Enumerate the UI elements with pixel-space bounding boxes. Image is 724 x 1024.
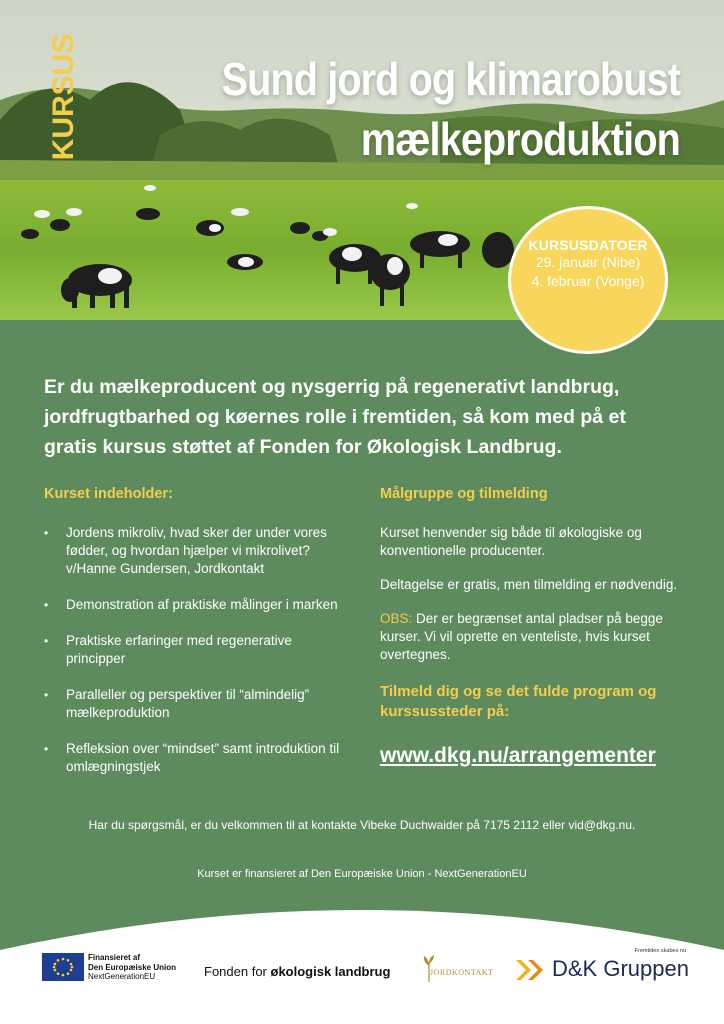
- page-title-line2: mælkeproduktion: [360, 113, 680, 165]
- dk-gruppen-logo: [514, 948, 689, 988]
- course-dates-heading: KURSUSDATOER: [528, 237, 648, 253]
- course-date-1: 29. januar (Nibe): [535, 254, 641, 270]
- course-tag: [44, 33, 84, 161]
- dk-name: D&K Gruppen: [552, 956, 689, 981]
- course-tag-label: KURSUS: [47, 33, 80, 161]
- list-item: • Refleksion over “mindset” samt introduktion til omlægningstjek: [44, 740, 354, 776]
- course-contents-title: Kurset indeholder:: [44, 486, 173, 502]
- obs-note: [380, 610, 690, 664]
- list-item: • Praktiske erfaringer med regenerative principper: [44, 632, 354, 668]
- contact-text: Har du spørgsmål, er du velkommen til at kontakte Vibeke Duchwaider på 7175 2112 eller vid@dkg.nu.: [88, 818, 636, 832]
- chevron-arrows-icon: [514, 956, 550, 984]
- fonden-bold: økologisk landbrug: [270, 964, 391, 979]
- signup-text: Deltagelse er gratis, men tilmelding er nødvendig.: [380, 577, 678, 592]
- course-dates-badge: [508, 206, 668, 354]
- signup-cta: Tilmeld dig og se det fulde program og kurssussteder på:: [380, 683, 657, 720]
- fonden-logo: [204, 964, 390, 979]
- course-contents-list: [44, 524, 354, 776]
- target-text: Kurset henvender sig både til økologiske og konventionelle producenter.: [380, 525, 642, 558]
- sponsor-logos: [0, 940, 724, 1024]
- eu-line3: NextGenerationEU: [88, 972, 156, 981]
- page-title-line1: Sund jord og klimarobust: [221, 53, 680, 105]
- eu-line2: Den Europæiske Union: [88, 962, 177, 972]
- jordkontakt-logo: [420, 952, 496, 986]
- list-item: • Jordens mikroliv, hvad sker der under vores fødder, og hvordan hjælper vi mikrolivet? v/Hanne Gundersen, Jordkontakt: [44, 524, 354, 578]
- target-title: Målgruppe og tilmelding: [380, 486, 548, 502]
- intro-text: Er du mælkeproducent og nysgerrig på regenerativt landbrug, jordfrugtbarhed og køernes rolle i fremtiden, så kom med på et gratis kursus støttet af Fonden for Økologisk Landbrug.: [44, 376, 626, 458]
- obs-text: Der er begrænset antal pladser på begge kurser. Vi vil oprette en venteliste, hvis kurset overtegnes.: [380, 611, 663, 662]
- jordkontakt-text: JORDKONTAKT: [430, 968, 494, 977]
- eu-logo: [42, 953, 176, 982]
- financed-text: Kurset er finansieret af Den Europæiske Union - NextGenerationEU: [197, 868, 527, 880]
- obs-label: OBS:: [380, 611, 413, 626]
- signup-link[interactable]: www.dkg.nu/arrangementer: [380, 744, 656, 767]
- eu-logo-text: [88, 953, 176, 982]
- list-item: • Demonstration af praktiske målinger i marken: [44, 596, 354, 614]
- list-item: • Paralleller og perspektiver til “almindelig” mælkeproduktion: [44, 686, 354, 722]
- course-date-2: 4. februar (Vonge): [531, 273, 645, 289]
- fonden-prefix: Fonden for: [204, 964, 271, 979]
- eu-line1: Finansieret af: [88, 953, 141, 962]
- eu-flag-icon: [42, 953, 84, 981]
- course-contents: [44, 486, 354, 794]
- target-and-signup: [380, 486, 690, 768]
- sprout-icon: [422, 952, 436, 982]
- dk-slogan: Fremtiden skabes nu: [634, 948, 686, 954]
